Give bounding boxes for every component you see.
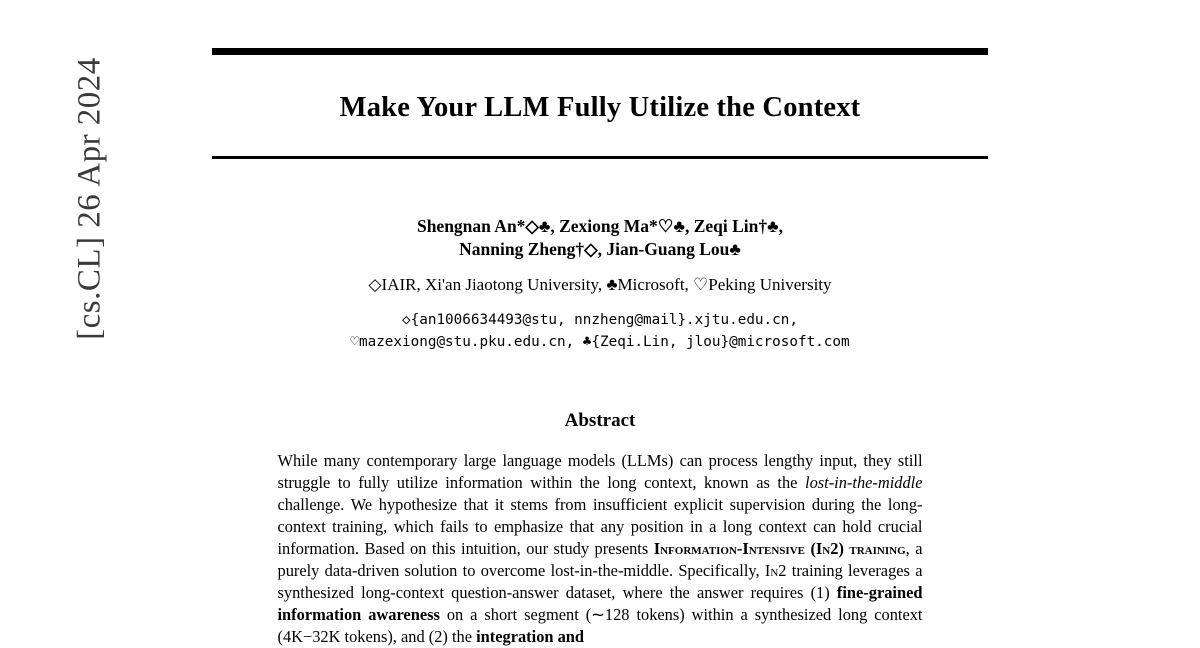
abstract-heading: Abstract <box>564 409 636 431</box>
abstract-body <box>278 450 923 648</box>
email-block <box>212 309 988 353</box>
email-line-1: ◇{an1006634493@stu, nnzheng@mail}.xjtu.edu.cn, <box>402 312 798 329</box>
abstract-span-1: lost-in-the-middle <box>805 472 923 492</box>
abstract-span-4: , a purely data-driven solution to overcome lost-in-the-middle. Specifically, <box>277 538 923 580</box>
header-rule-bottom <box>212 156 988 159</box>
page-title: Make Your LLM Fully Utilize the Context <box>339 92 861 123</box>
email-line-2: ♡mazexiong@stu.pku.edu.cn, ♣{Zeqi.Lin, jlou}@microsoft.com <box>350 334 850 351</box>
arxiv-stamp: [cs.CL] 26 Apr 2024 <box>71 57 108 340</box>
paper-page <box>212 0 988 648</box>
abstract-span-5: In2 <box>764 560 787 580</box>
author-line-1: Shengnan An*◇♣, Zexiong Ma*♡♣, Zeqi Lin†♣, <box>416 215 784 236</box>
abstract-span-3: Information-Intensive (In2) training <box>653 538 906 558</box>
author-line-2: Nanning Zheng†◇, Jian-Guang Lou♣ <box>459 239 741 260</box>
abstract-span-9: integration and <box>476 627 585 647</box>
abstract-span-2: challenge. We hypothesize that it stems from insufficient explicit supervision during the long-context training, which fails to emphasize that any position in a long context can hold crucial information. Based on this intuition, our study presents <box>277 494 923 558</box>
abstract-span-7: fine-grained information awareness <box>277 582 923 624</box>
abstract-span-0: While many contemporary large language models (LLMs) can process lengthy input, they still struggle to fully utilize information within the long context, known as the <box>277 450 923 492</box>
header-rule-top <box>212 48 988 55</box>
abstract-span-6: training leverages a synthesized long-context question-answer dataset, where the answer requires (1) <box>277 560 923 602</box>
author-list <box>212 215 988 263</box>
abstract-span-8: on a short segment (∼128 tokens) within a synthesized long context (4K−32K tokens), and (2) the <box>277 604 923 647</box>
affiliation-line: ◇IAIR, Xi'an Jiaotong University, ♣Microsoft, ♡Peking University <box>368 275 832 295</box>
